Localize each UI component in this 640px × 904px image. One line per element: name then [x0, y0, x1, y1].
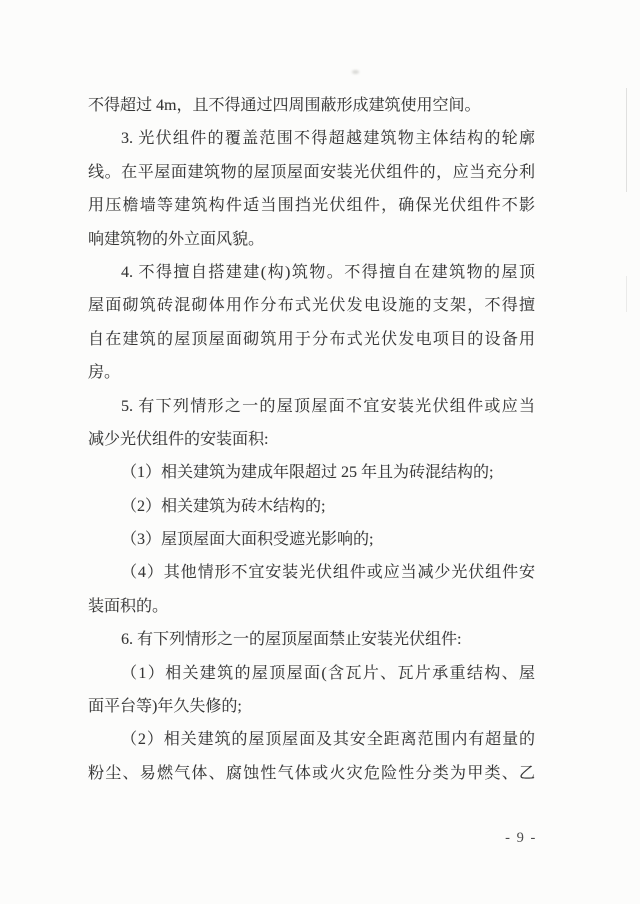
text-line: （3）屋顶屋面大面积受遮光影响的; — [121, 531, 374, 549]
text-line: 响建筑物的外立面风貌。 — [88, 230, 265, 248]
text-line: 3. 光伏组件的覆盖范围不得超越建筑物主体结构的轮廓 — [121, 130, 535, 148]
scan-smudge — [352, 70, 359, 74]
text-line: 5. 有下列情形之一的屋顶屋面不宜安装光伏组件或应当 — [121, 397, 535, 415]
page-number: - 9 - — [505, 830, 537, 846]
scan-artifact-line — [626, 276, 627, 312]
text-line: （2）相关建筑为砖木结构的; — [121, 497, 326, 515]
text-line: 6. 有下列情形之一的屋顶屋面禁止安装光伏组件: — [121, 631, 462, 649]
text-line: 减少光伏组件的安装面积: — [88, 430, 269, 448]
text-line: （4）其他情形不宜安装光伏组件或应当减少光伏组件安 — [121, 564, 535, 582]
scan-artifact-line — [626, 88, 627, 192]
text-line: （1）相关建筑的屋顶屋面(含瓦片、瓦片承重结构、屋 — [121, 664, 535, 682]
text-line: 自在建筑的屋顶屋面砌筑用于分布式光伏发电项目的设备用 — [88, 330, 535, 348]
text-line: （1）相关建筑为建成年限超过 25 年且为砖混结构的; — [121, 464, 494, 482]
text-line: 粉尘、易燃气体、腐蚀性气体或火灾危险性分类为甲类、乙 — [88, 764, 535, 782]
text-line: 4. 不得擅自搭建建(构)筑物。不得擅自在建筑物的屋顶 — [121, 263, 535, 281]
text-line: 屋面砌筑砖混砌体用作分布式光伏发电设施的支架，不得擅 — [88, 297, 535, 315]
text-line: 房。 — [88, 364, 121, 382]
text-line: 用压檐墙等建筑构件适当围挡光伏组件，确保光伏组件不影 — [88, 197, 535, 215]
text-line: 线。在平屋面建筑物的屋顶屋面安装光伏组件的，应当充分利 — [88, 163, 535, 181]
text-line: 装面积的。 — [88, 597, 169, 615]
text-line: （2）相关建筑的屋顶屋面及其安全距离范围内有超量的 — [121, 731, 535, 749]
text-line: 不得超过 4m，且不得通过四周围蔽形成建筑使用空间。 — [88, 97, 481, 114]
document-body — [88, 89, 535, 790]
text-line: 面平台等)年久失修的; — [88, 698, 242, 716]
